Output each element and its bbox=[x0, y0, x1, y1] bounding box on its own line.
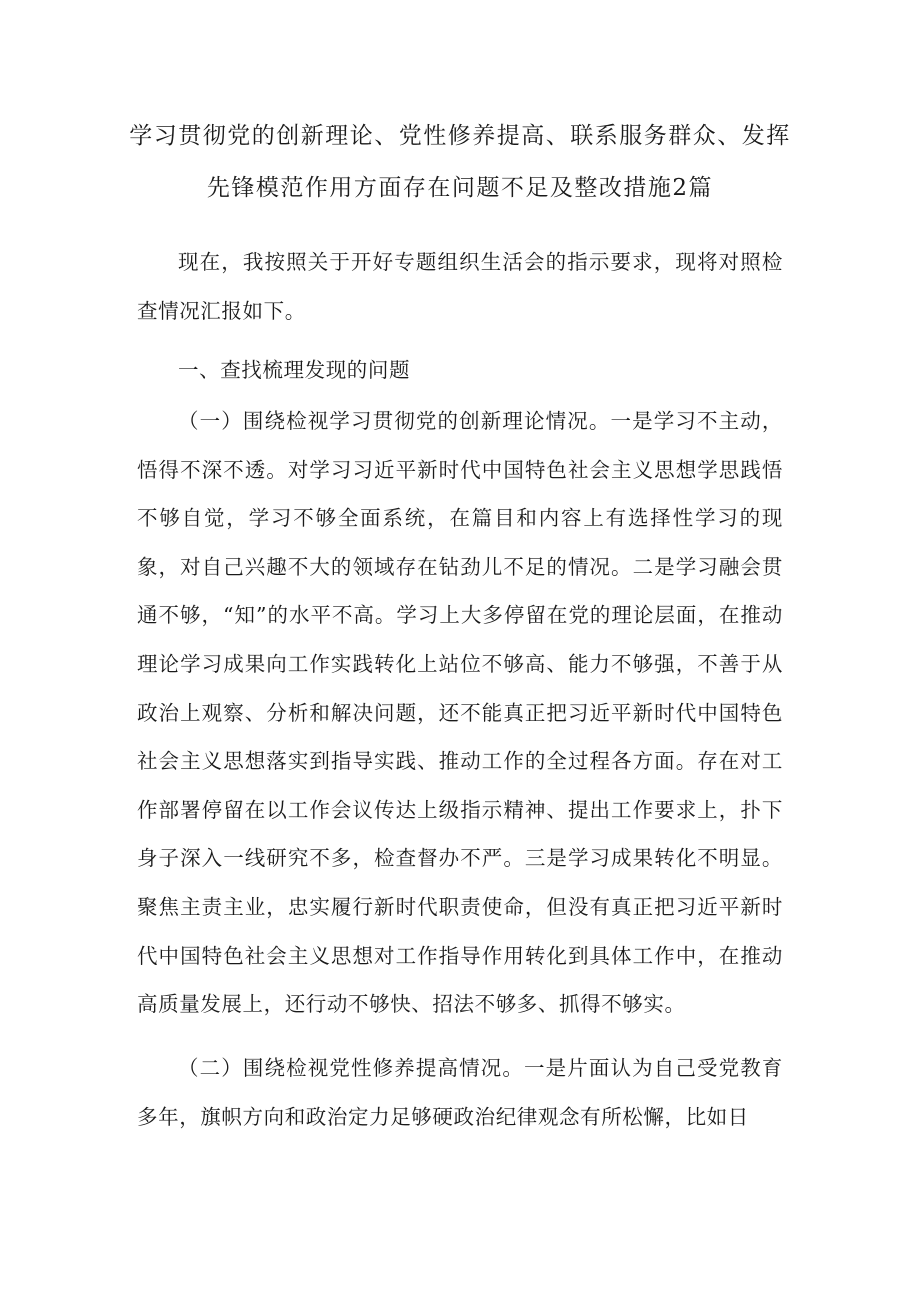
paragraph-1: （一）围绕检视学习贯彻党的创新理论情况。一是学习不主动，悟得不深不透。对学习习近平新时代中国特色社会主义思想学思践悟不够自觉，学习不够全面系统，在篇目和内容上有选择性学习的现象，对自己兴趣不大的领域存在钻劲儿不足的情况。二是学习融会贯通不够，“知”的水平不高。学习上大多停留在党的理论层面，在推动理论学习成果向工作实践转化上站位不够高、能力不够强，不善于从政治上观察、分析和解决问题，还不能真正把习近平新时代中国特色社会主义思想落实到指导实践、推动工作的全过程各方面。存在对工作部署停留在以工作会议传达上级指示精神、提出工作要求上，扑下身子深入一线研究不多，检查督办不严。三是学习成果转化不明显。聚焦主责主业，忠实履行新时代职责使命，但没有真正把习近平新时代中国特色社会主义思想对工作指导作用转化到具体工作中，在推动高质量发展上，还行动不够快、招法不够多、抓得不够实。 bbox=[137, 409, 783, 1017]
intro-paragraph: 现在，我按照关于开好专题组织生活会的指示要求，现将对照检查情况汇报如下。 bbox=[137, 250, 783, 323]
document-title bbox=[120, 110, 800, 214]
title-line-2: 先锋模范作用方面存在问题不足及整改措施2篇 bbox=[206, 175, 714, 201]
paragraph-2: （二）围绕检视党性修养提高情况。一是片面认为自己受党教育多年，旗帜方向和政治定力足够硬政治纪律观念有所松懈，比如日 bbox=[137, 1056, 783, 1129]
title-line-1: 学习贯彻党的创新理论、党性修养提高、联系服务群众、发挥 bbox=[129, 123, 791, 149]
section-heading: 一、查找梳理发现的问题 bbox=[178, 358, 411, 382]
